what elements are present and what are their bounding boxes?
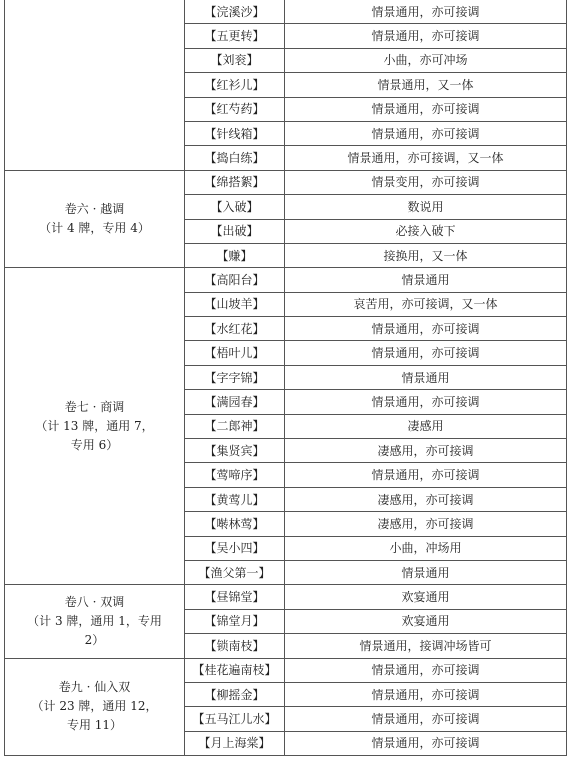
tune-name-cell: 【绵搭絮】 [185, 170, 285, 194]
tune-name-cell: 【莺啼序】 [185, 463, 285, 487]
tune-name-cell: 【黄莺儿】 [185, 487, 285, 511]
tune-usage-cell: 情景通用，亦可接调，又一体 [285, 146, 567, 170]
tune-usage-cell: 情景通用，亦可接调 [285, 463, 567, 487]
tune-usage-cell: 凄感用，亦可接调 [285, 512, 567, 536]
tune-usage-cell: 情景通用，亦可接调 [285, 658, 567, 682]
volume-label-line: （计 3 牌，通用 1，专用 2） [27, 613, 162, 647]
tune-usage-cell: 情景通用 [285, 560, 567, 584]
tune-name-cell: 【字字锦】 [185, 365, 285, 389]
tune-usage-cell: 情景通用，亦可接调 [285, 682, 567, 706]
tune-name-cell: 【针线箱】 [185, 121, 285, 145]
tune-name-cell: 【五更转】 [185, 24, 285, 48]
tune-usage-cell: 情景通用，亦可接调 [285, 317, 567, 341]
tune-name-cell: 【昼锦堂】 [185, 585, 285, 609]
volume-cell [5, 658, 185, 756]
tune-usage-cell: 情景通用，亦可接调 [285, 0, 567, 24]
tune-usage-cell: 欢宴通用 [285, 585, 567, 609]
tune-usage-cell: 凄感用，亦可接调 [285, 487, 567, 511]
tune-usage-cell: 情景通用，亦可接调 [285, 24, 567, 48]
tune-name-cell: 【锦堂月】 [185, 609, 285, 633]
tune-name-cell: 【柳摇金】 [185, 682, 285, 706]
tune-row [5, 268, 567, 292]
tune-name-cell: 【出破】 [185, 219, 285, 243]
tune-usage-cell: 情景通用，亦可接调 [285, 731, 567, 755]
tune-table [4, 0, 567, 756]
tune-usage-cell: 情景变用，亦可接调 [285, 170, 567, 194]
volume-label-line: 专用 6） [70, 437, 119, 452]
tune-usage-cell: 情景通用，又一体 [285, 73, 567, 97]
tune-name-cell: 【山坡羊】 [185, 292, 285, 316]
tune-name-cell: 【月上海棠】 [185, 731, 285, 755]
tune-name-cell: 【高阳台】 [185, 268, 285, 292]
tune-name-cell: 【水红花】 [185, 317, 285, 341]
tune-name-cell: 【红芍药】 [185, 97, 285, 121]
volume-label-line: （计 13 牌，通用 7， [35, 418, 154, 433]
volume-label-line: 卷九 · 仙入双 [58, 680, 131, 695]
tune-usage-cell: 情景通用，亦可接调 [285, 97, 567, 121]
tune-usage-cell: 情景通用 [285, 365, 567, 389]
volume-cell [5, 0, 185, 170]
tune-name-cell: 【梧叶儿】 [185, 341, 285, 365]
tune-usage-cell: 情景通用，亦可接调 [285, 121, 567, 145]
tune-usage-cell: 必接入破下 [285, 219, 567, 243]
volume-label-line: 专用 11） [66, 718, 123, 733]
tune-row [5, 0, 567, 24]
tune-name-cell: 【刘衮】 [185, 48, 285, 72]
tune-usage-cell: 小曲，冲场用 [285, 536, 567, 560]
tune-row [5, 585, 567, 609]
tune-usage-cell: 小曲，亦可冲场 [285, 48, 567, 72]
tune-name-cell: 【桂花遍南枝】 [185, 658, 285, 682]
tune-usage-cell: 欢宴通用 [285, 609, 567, 633]
tune-name-cell: 【啭林莺】 [185, 512, 285, 536]
volume-label-line: 卷七 · 商调 [64, 399, 125, 414]
tune-usage-cell: 情景通用，亦可接调 [285, 341, 567, 365]
tune-name-cell: 【浣溪沙】 [185, 0, 285, 24]
tune-name-cell: 【集贤宾】 [185, 439, 285, 463]
volume-label-line: （计 4 牌，专用 4） [39, 221, 150, 236]
tune-name-cell: 【红衫儿】 [185, 73, 285, 97]
tune-name-cell: 【锁南枝】 [185, 634, 285, 658]
tune-usage-cell: 情景通用，亦可接调 [285, 390, 567, 414]
tune-usage-cell: 接换用，又一体 [285, 243, 567, 267]
tune-usage-cell: 凄感用，亦可接调 [285, 439, 567, 463]
tune-name-cell: 【入破】 [185, 195, 285, 219]
tune-table-body [5, 0, 567, 756]
tune-name-cell: 【赚】 [185, 243, 285, 267]
tune-name-cell: 【渔父第一】 [185, 560, 285, 584]
volume-label-line: （计 23 牌，通用 12， [31, 699, 158, 714]
tune-usage-cell: 情景通用，亦可接调 [285, 707, 567, 731]
tune-name-cell: 【五马江儿水】 [185, 707, 285, 731]
tune-row [5, 658, 567, 682]
tune-name-cell: 【吴小四】 [185, 536, 285, 560]
tune-row [5, 170, 567, 194]
tune-name-cell: 【满园春】 [185, 390, 285, 414]
volume-cell [5, 268, 185, 585]
volume-label-line: 卷六 · 越调 [64, 202, 125, 217]
tune-usage-cell: 情景通用，接调冲场皆可 [285, 634, 567, 658]
tune-usage-cell: 凄感用 [285, 414, 567, 438]
tune-name-cell: 【二郎神】 [185, 414, 285, 438]
volume-label-line: 卷八 · 双调 [64, 594, 125, 609]
tune-usage-cell: 情景通用 [285, 268, 567, 292]
tune-usage-cell: 哀苦用，亦可接调，又一体 [285, 292, 567, 316]
tune-name-cell: 【捣白练】 [185, 146, 285, 170]
volume-cell [5, 170, 185, 268]
volume-cell [5, 585, 185, 658]
tune-usage-cell: 数说用 [285, 195, 567, 219]
